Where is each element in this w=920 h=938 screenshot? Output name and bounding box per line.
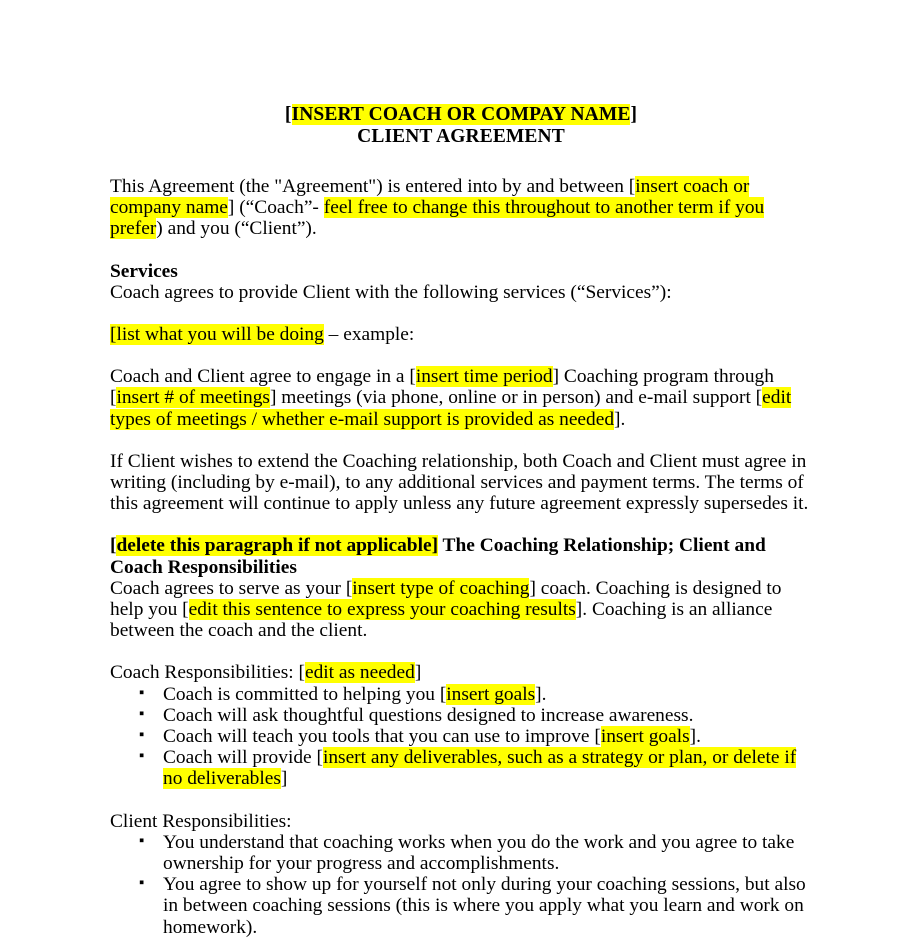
document-subtitle: CLIENT AGREEMENT bbox=[357, 125, 565, 147]
coach-responsibilities-list bbox=[110, 684, 812, 790]
document-title bbox=[110, 104, 812, 126]
intro-segment-5: ) and you (“Client”). bbox=[156, 218, 317, 240]
intro-highlight-company-name: insert coach or company name bbox=[110, 176, 750, 219]
bullet-text-segment-1: Coach is committed to helping you [ bbox=[163, 683, 447, 705]
spacer bbox=[110, 303, 812, 324]
spacer bbox=[110, 240, 812, 261]
bullet-text-segment-1: Coach will provide [ bbox=[163, 747, 323, 769]
bullet-highlight: insert goals bbox=[446, 683, 536, 705]
relationship-heading-bracket-open: [ bbox=[110, 535, 117, 557]
bullet-text-segment-1: Coach will teach you tools that you can use to improve [ bbox=[163, 726, 601, 748]
services-intro-line: Coach agrees to provide Client with the following services (“Services”): bbox=[110, 281, 672, 303]
client-responsibilities-label: Client Responsibilities: bbox=[110, 810, 292, 832]
relationship-body-segment-1: Coach agrees to serve as your [ bbox=[110, 577, 353, 599]
bullet-highlight: insert any deliverables, such as a strategy or plan, or delete if no deliverables bbox=[163, 747, 797, 790]
list-item bbox=[110, 705, 812, 726]
spacer bbox=[110, 430, 812, 451]
coach-responsibilities-highlight-edit: edit as needed bbox=[304, 662, 415, 684]
relationship-heading bbox=[110, 535, 812, 577]
relationship-body-segment-5: ]. Coaching is an alliance between the coach and the client. bbox=[110, 599, 773, 642]
relationship-heading-highlight: delete this paragraph if not applicable] bbox=[116, 535, 439, 557]
extension-paragraph: If Client wishes to extend the Coaching relationship, both Coach and Client must agree in writing (including by e-mail), to any additional services and payment terms. The terms of this agreement will continue to apply unless any future agreement expressly supersedes it. bbox=[110, 450, 809, 515]
relationship-highlight-coaching-type: insert type of coaching bbox=[352, 577, 530, 599]
engagement-segment-1: Coach and Client agree to engage in a [ bbox=[110, 366, 416, 388]
intro-segment-1: This Agreement (the "Agreement") is entered into by and between [ bbox=[110, 176, 636, 197]
spacer bbox=[110, 514, 812, 535]
spacer bbox=[110, 790, 812, 811]
bullet-text-segment-2: ]. bbox=[689, 726, 701, 748]
services-list-prompt-highlight: [list what you will be doing bbox=[110, 324, 324, 346]
engagement-segment-3: ] Coaching program through [ bbox=[110, 366, 774, 409]
engagement-paragraph bbox=[110, 366, 812, 430]
engagement-highlight-time-period: insert time period bbox=[415, 366, 553, 388]
spacer bbox=[110, 345, 812, 366]
relationship-heading-rest: The Coaching Relationship; Client and Coach Responsibilities bbox=[110, 535, 766, 578]
list-item bbox=[110, 684, 812, 705]
spacer bbox=[110, 641, 812, 662]
bullet-highlight: insert goals bbox=[600, 726, 690, 748]
title-bracket-close: ] bbox=[630, 104, 638, 125]
coach-responsibilities-label bbox=[110, 662, 812, 683]
engagement-highlight-meeting-types: edit types of meetings / whether e-mail support is provided as needed bbox=[110, 387, 792, 430]
document-body bbox=[110, 176, 812, 938]
relationship-highlight-coaching-results: edit this sentence to express your coaching results bbox=[188, 599, 576, 621]
client-responsibilities-list bbox=[110, 832, 812, 938]
list-item: ▪ You agree to show up for yourself not only during your coaching sessions, but also in between coaching sessions (this is where you apply what you learn and work on homework). bbox=[110, 874, 812, 938]
services-heading: Services bbox=[110, 260, 178, 282]
intro-paragraph bbox=[110, 176, 812, 240]
services-list-prompt bbox=[110, 324, 812, 345]
bullet-text-segment-2: ] bbox=[280, 768, 288, 790]
title-highlighted-text: INSERT COACH OR COMPAY NAME bbox=[291, 104, 631, 125]
coach-responsibilities-label-segment-3: ] bbox=[414, 662, 422, 684]
services-list-prompt-rest: – example: bbox=[323, 324, 415, 346]
bullet-text-segment-1: Coach will ask thoughtful questions designed to increase awareness. bbox=[163, 704, 694, 726]
intro-highlight-coach-term: feel free to change this throughout to another term if you prefer bbox=[110, 197, 765, 240]
engagement-segment-7: ]. bbox=[614, 408, 626, 430]
title-bracket-open: [ bbox=[284, 104, 292, 125]
list-item: ▪ You understand that coaching works when you do the work and you agree to take ownership for your progress and accomplishments. bbox=[110, 832, 812, 874]
relationship-body-segment-3: ] coach. Coaching is designed to help you [ bbox=[110, 577, 782, 621]
coach-responsibilities-label-segment-1: Coach Responsibilities: [ bbox=[110, 662, 305, 684]
intro-segment-3: ] (“Coach”- bbox=[227, 197, 324, 219]
bullet-text-segment-2: ]. bbox=[535, 683, 547, 705]
relationship-body-paragraph bbox=[110, 578, 812, 642]
list-item bbox=[110, 726, 812, 747]
list-item bbox=[110, 747, 812, 789]
engagement-highlight-meeting-count: insert # of meetings bbox=[116, 387, 270, 409]
engagement-segment-5: ] meetings (via phone, online or in person) and e-mail support [ bbox=[269, 387, 763, 409]
spacer bbox=[110, 147, 812, 176]
